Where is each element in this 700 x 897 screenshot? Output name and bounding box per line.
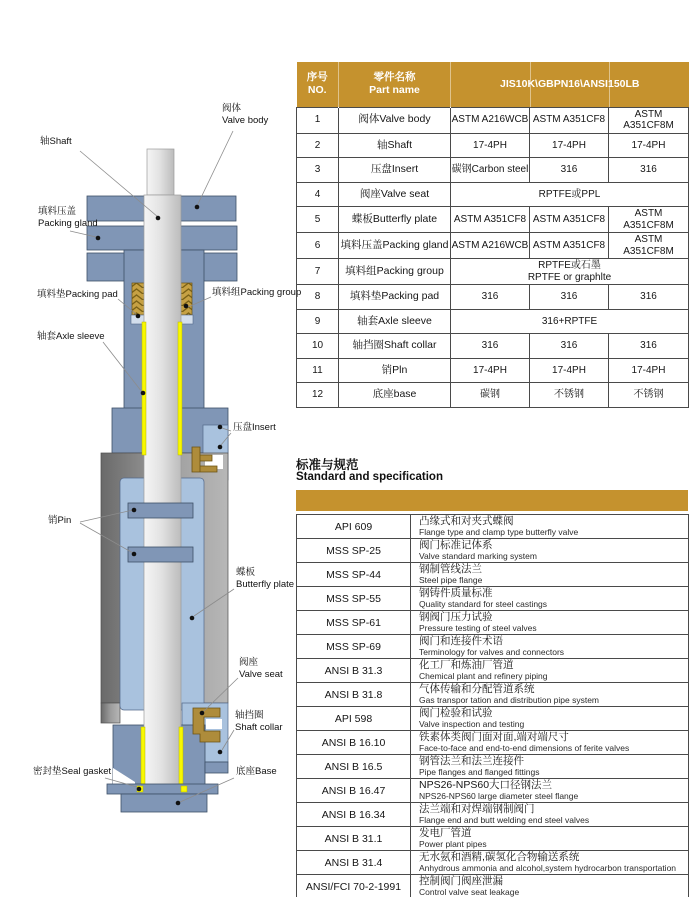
standards-table-row (297, 539, 689, 563)
standard-description-zh: 钢铸件质量标准 (419, 587, 493, 599)
parts-header-no-zh: 序号 (306, 71, 328, 84)
parts-table-row (297, 133, 689, 158)
part-no-cell: 8 (297, 285, 339, 310)
standard-description-en: NPS26-NPS60 large diameter steel flange (419, 790, 579, 801)
part-material-cell: 不锈钢 (530, 383, 609, 408)
standard-code-cell: ANSI B 31.3 (297, 659, 411, 683)
standard-code-cell: ANSI B 16.5 (297, 755, 411, 779)
part-name-cell: 轴套Axle sleeve (339, 309, 451, 334)
standards-title-zh: 标准与规范 (296, 458, 359, 472)
standard-description-en: Face-to-face and end-to-end dimensions of ferite valves (419, 742, 630, 753)
standards-table-row (297, 683, 689, 707)
standard-description-en: Power plant pipes (419, 838, 487, 849)
standard-description-cell (411, 803, 689, 827)
standard-description-cell (411, 539, 689, 563)
part-material-cell: ASTM A216WCB (451, 107, 530, 133)
label-base: 底座Base (236, 766, 277, 777)
part-material-cell: 17-4PH (609, 358, 689, 383)
label-packing-gland (38, 206, 98, 230)
label-shaft: 轴Shaft (40, 136, 72, 147)
label-butterfly-plate-en: Butterfly plate (236, 579, 295, 590)
part-material-cell: 316 (609, 158, 689, 183)
standards-table-row (297, 803, 689, 827)
standards-table (296, 514, 689, 897)
part-no-cell: 6 (297, 233, 339, 259)
standard-code-cell: MSS SP-55 (297, 587, 411, 611)
parts-header-name (339, 62, 451, 107)
part-name-cell: 阀体Valve body (339, 107, 451, 133)
label-valve-body-en: Valve body (222, 115, 269, 126)
part-name-cell: 压盘Insert (339, 158, 451, 183)
part-material-cell: ASTM A216WCB (451, 233, 530, 259)
standard-description-en: Pipe flanges and flanged fittings (419, 766, 540, 777)
part-no-cell: 7 (297, 259, 339, 285)
standard-description-zh: 气体传输和分配管道系统 (419, 683, 535, 695)
part-no-cell: 12 (297, 383, 339, 408)
standard-description-en: Flange type and clamp type butterfly valve (419, 526, 579, 537)
parts-table-row (297, 383, 689, 408)
part-no-cell: 1 (297, 107, 339, 133)
standards-table-row (297, 875, 689, 897)
standard-description-en: Quality standard for steel castings (419, 598, 548, 609)
standard-code-cell: ANSI B 31.1 (297, 827, 411, 851)
part-material-span-cell: 316+RPTFE (451, 309, 689, 334)
standards-table-row (297, 755, 689, 779)
standard-description-cell (411, 683, 689, 707)
part-name-cell: 阀座Valve seat (339, 182, 451, 207)
standard-description-zh: 铁素体类阀门面对面,端对端尺寸 (419, 731, 569, 743)
standard-description-en: Valve inspection and testing (419, 718, 525, 729)
standard-code-cell: ANSI B 16.34 (297, 803, 411, 827)
label-shaft-collar-en: Shaft collar (235, 722, 283, 733)
standard-description-en: Terminology for valves and connectors (419, 646, 565, 657)
parts-table-row (297, 207, 689, 233)
label-shaft-collar (235, 710, 283, 734)
standard-description-cell (411, 707, 689, 731)
part-name-cell: 轴挡圈Shaft collar (339, 334, 451, 359)
part-no-cell: 9 (297, 309, 339, 334)
parts-header-name-en: Part name (369, 84, 420, 97)
part-name-cell: 轴Shaft (339, 133, 451, 158)
part-material-span-cell: RPTFE或PPL (451, 182, 689, 207)
part-material-cell: ASTM A351CF8M (609, 107, 689, 133)
label-packing-pad: 填料垫Packing pad (37, 289, 118, 300)
parts-table-row (297, 358, 689, 383)
part-material-cell: 碳钢Carbon steel (451, 158, 530, 183)
standard-code-cell: ANSI B 31.8 (297, 683, 411, 707)
label-valve-seat-en: Valve seat (239, 669, 283, 680)
standard-description-en: Valve standard marking system (419, 550, 537, 561)
standard-description-zh: NPS26-NPS60大口径钢法兰 (419, 779, 553, 791)
part-material-cell: ASTM A351CF8 (530, 207, 609, 233)
standard-code-cell: API 609 (297, 515, 411, 539)
part-material-cell: ASTM A351CF8 (530, 233, 609, 259)
parts-header-name-zh: 零件名称 (373, 71, 416, 84)
standards-table-row (297, 659, 689, 683)
part-name-cell: 填料垫Packing pad (339, 285, 451, 310)
label-butterfly-plate (236, 567, 294, 591)
label-insert: 压盘Insert (233, 422, 276, 433)
part-material-cell: ASTM A351CF8 (530, 107, 609, 133)
part-no-cell: 4 (297, 182, 339, 207)
parts-table-row (297, 285, 689, 310)
part-name-cell: 底座base (339, 383, 451, 408)
standards-table-row (297, 827, 689, 851)
part-material-cell: 17-4PH (530, 358, 609, 383)
parts-header-materials: JIS10K\GBPN16\ANSI150LB (451, 62, 689, 107)
label-valve-body (222, 103, 268, 127)
part-material-cell: 碳钢 (451, 383, 530, 408)
standard-description-cell (411, 515, 689, 539)
standard-description-cell (411, 587, 689, 611)
standard-code-cell: API 598 (297, 707, 411, 731)
standard-description-en: Anhydrous ammonia and alcohol,system hydrocarbon transportation (419, 862, 677, 873)
standard-description-cell (411, 731, 689, 755)
label-packing-gland-en: Packing gland (38, 218, 98, 229)
standard-code-cell: MSS SP-25 (297, 539, 411, 563)
standard-description-en: Pressure testing of steel valves (419, 622, 537, 633)
parts-table-row (297, 158, 689, 183)
label-seal-gasket: 密封垫Seal gasket (33, 766, 112, 777)
standard-description-cell (411, 635, 689, 659)
standard-description-zh: 法兰端和对焊端钢制阀门 (419, 803, 535, 815)
standard-description-cell (411, 659, 689, 683)
standard-code-cell: ANSI/FCI 70-2-1991 (297, 875, 411, 897)
standard-description-cell (411, 611, 689, 635)
parts-table-row (297, 309, 689, 334)
part-name-cell: 填料组Packing group (339, 259, 451, 285)
parts-table-row (297, 182, 689, 207)
part-no-cell: 2 (297, 133, 339, 158)
standards-table-row (297, 779, 689, 803)
standards-table-row (297, 731, 689, 755)
standard-description-zh: 钢管法兰和法兰连接件 (419, 755, 524, 767)
standard-description-cell (411, 875, 689, 897)
standard-description-en: Chemical plant and refinery piping (419, 670, 548, 681)
standard-description-zh: 控制阀门阀座泄漏 (419, 875, 503, 887)
standards-table-row (297, 851, 689, 875)
part-material-cell: 不锈钢 (609, 383, 689, 408)
part-material-span-cell: RPTFE或石墨 RPTFE or graphlte (451, 259, 689, 285)
part-material-cell: 316 (530, 334, 609, 359)
label-shaft-collar-zh: 轴挡圈 (235, 710, 264, 721)
parts-table-row (297, 259, 689, 285)
part-name-cell: 填料压盖Packing gland (339, 233, 451, 259)
part-material-cell: 17-4PH (451, 358, 530, 383)
parts-header-no-en: NO. (307, 84, 327, 97)
part-name-cell: 销Pln (339, 358, 451, 383)
part-material-cell: 316 (530, 158, 609, 183)
parts-table-row (297, 107, 689, 133)
part-material-cell: ASTM A351CF8M (609, 207, 689, 233)
part-material-cell: 316 (609, 334, 689, 359)
standard-description-en: Gas transpor tation and distribution pipe system (419, 694, 600, 705)
part-no-cell: 11 (297, 358, 339, 383)
label-axle-sleeve: 轴套Axle sleeve (37, 331, 105, 342)
parts-table-row (297, 233, 689, 259)
part-no-cell: 3 (297, 158, 339, 183)
part-material-cell: 17-4PH (530, 133, 609, 158)
part-no-cell: 5 (297, 207, 339, 233)
standard-description-en: Flange end and butt welding end steel valves (419, 814, 590, 825)
part-material-cell: 17-4PH (451, 133, 530, 158)
label-valve-seat-zh: 阀座 (239, 657, 259, 668)
standards-table-row (297, 563, 689, 587)
standards-title-en: Standard and specification (296, 471, 443, 483)
standards-table-row (297, 707, 689, 731)
part-material-cell: 316 (530, 285, 609, 310)
label-butterfly-plate-zh: 蝶板 (236, 567, 256, 578)
standard-description-cell (411, 827, 689, 851)
standard-code-cell: MSS SP-69 (297, 635, 411, 659)
standard-description-cell (411, 779, 689, 803)
standard-description-cell (411, 563, 689, 587)
standard-description-zh: 凸缘式和对夹式蝶阀 (419, 515, 514, 527)
part-material-cell: ASTM A351CF8M (609, 233, 689, 259)
part-material-cell: 316 (451, 334, 530, 359)
label-valve-body-zh: 阀体 (222, 103, 242, 114)
standard-code-cell: ANSI B 16.10 (297, 731, 411, 755)
standard-description-zh: 钢阀门压力试验 (419, 611, 493, 623)
standard-description-zh: 阀门标准记体系 (419, 539, 493, 551)
standard-description-en: Control valve seat leakage (419, 886, 520, 897)
standard-code-cell: ANSI B 16.47 (297, 779, 411, 803)
standard-description-zh: 钢制管线法兰 (419, 563, 482, 575)
standards-header-bar (296, 490, 688, 511)
standards-table-row (297, 515, 689, 539)
standard-description-zh: 化工厂和炼油厂管道 (419, 659, 514, 671)
part-material-cell: ASTM A351CF8 (451, 207, 530, 233)
standard-description-zh: 阀门检验和试验 (419, 707, 493, 719)
standard-code-cell: MSS SP-61 (297, 611, 411, 635)
shaft-shape (144, 149, 181, 787)
label-packing-gland-zh: 填料压盖 (38, 206, 77, 217)
label-pin: 销Pin (48, 515, 72, 526)
standards-table-row (297, 587, 689, 611)
standard-description-en: Steel pipe flange (419, 574, 483, 585)
standards-table-row (297, 611, 689, 635)
parts-header-no (297, 62, 339, 107)
standard-description-cell (411, 755, 689, 779)
parts-table (296, 62, 689, 408)
standard-description-zh: 发电厂管道 (419, 827, 472, 839)
part-material-cell: 316 (609, 285, 689, 310)
standards-table-row (297, 635, 689, 659)
part-material-cell: 316 (451, 285, 530, 310)
parts-table-header-row (297, 62, 689, 107)
standard-description-cell (411, 851, 689, 875)
standard-code-cell: MSS SP-44 (297, 563, 411, 587)
label-valve-seat (239, 657, 283, 681)
part-material-cell: 17-4PH (609, 133, 689, 158)
part-name-cell: 蝶板Butterfly plate (339, 207, 451, 233)
standard-code-cell: ANSI B 31.4 (297, 851, 411, 875)
label-packing-group: 填料组Packing group (212, 287, 302, 298)
standard-description-zh: 阀门和连接件术语 (419, 635, 503, 647)
parts-table-row (297, 334, 689, 359)
standard-description-zh: 无水氨和酒精,碳氢化合物输送系统 (419, 851, 580, 863)
valve-diagram (0, 0, 302, 860)
part-no-cell: 10 (297, 334, 339, 359)
